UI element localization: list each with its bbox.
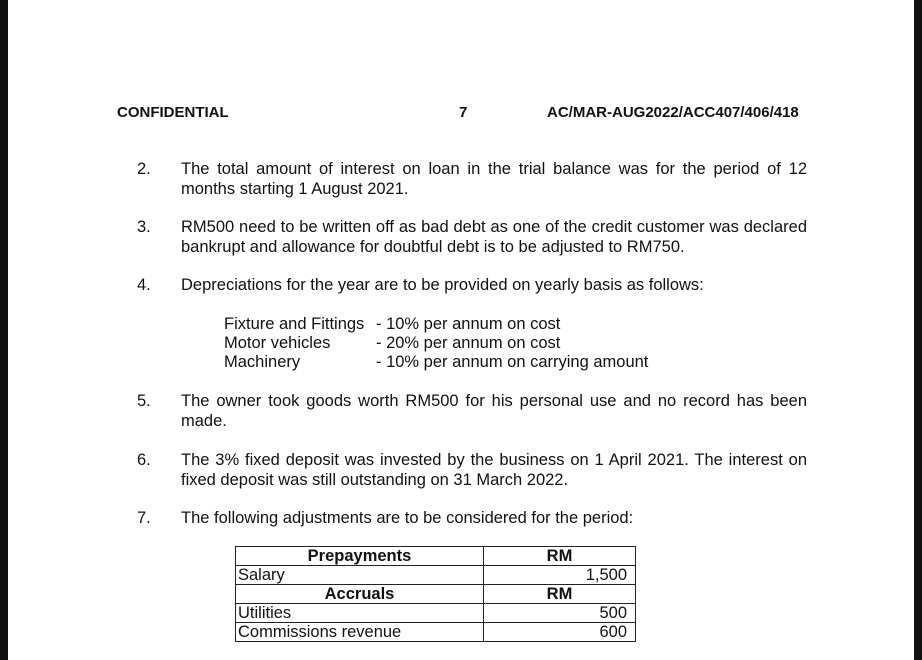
item-text: The owner took goods worth RM500 for his personal use and no record has been made. — [181, 392, 807, 430]
page-number: 7 — [459, 104, 468, 121]
utilities-value: 500 — [484, 604, 636, 623]
depreciation-asset: Machinery — [224, 353, 301, 371]
utilities-label: Utilities — [236, 604, 484, 623]
table-row — [236, 566, 636, 585]
adjustments-table — [235, 546, 636, 642]
commissions-value: 600 — [484, 623, 636, 642]
depreciation-rate: - 20% per annum on cost — [376, 334, 561, 352]
currency-header: RM — [484, 547, 636, 566]
table-row — [236, 547, 636, 566]
confidential-label: CONFIDENTIAL — [117, 104, 229, 121]
salary-label: Salary — [236, 566, 484, 585]
depreciation-rate: - 10% per annum on cost — [376, 315, 561, 333]
depreciation-asset: Motor vehicles — [224, 334, 331, 352]
depreciation-asset: Fixture and Fittings — [224, 315, 365, 333]
salary-value: 1,500 — [484, 566, 636, 585]
item-text: The following adjustments are to be considered for the period: — [181, 509, 634, 527]
accruals-header: Accruals — [236, 585, 484, 604]
commissions-label: Commissions revenue — [236, 623, 484, 642]
currency-header: RM — [484, 585, 636, 604]
item-number: 5. — [137, 392, 151, 410]
depreciation-rate: - 10% per annum on carrying amount — [376, 353, 649, 371]
item-number: 4. — [137, 276, 151, 294]
table-row — [236, 623, 636, 642]
item-number: 6. — [137, 451, 151, 469]
item-text: The total amount of interest on loan in the trial balance was for the period of 12 months starting 1 August 2021. — [181, 160, 807, 198]
table-row — [236, 604, 636, 623]
prepayments-header: Prepayments — [236, 547, 484, 566]
item-text: The 3% fixed deposit was invested by the business on 1 April 2021. The interest on fixed deposit was still outstanding on 31 March 2022. — [181, 451, 807, 489]
item-text: RM500 need to be written off as bad debt as one of the credit customer was declared bankrupt and allowance for doubtful debt is to be adjusted to RM750. — [181, 218, 807, 256]
item-number: 7. — [137, 509, 151, 527]
item-number: 3. — [137, 218, 151, 236]
document-page — [8, 0, 914, 660]
item-text: Depreciations for the year are to be provided on yearly basis as follows: — [181, 276, 704, 294]
item-number: 2. — [137, 160, 151, 178]
table-row — [236, 585, 636, 604]
document-code: AC/MAR-AUG2022/ACC407/406/418 — [547, 104, 799, 121]
